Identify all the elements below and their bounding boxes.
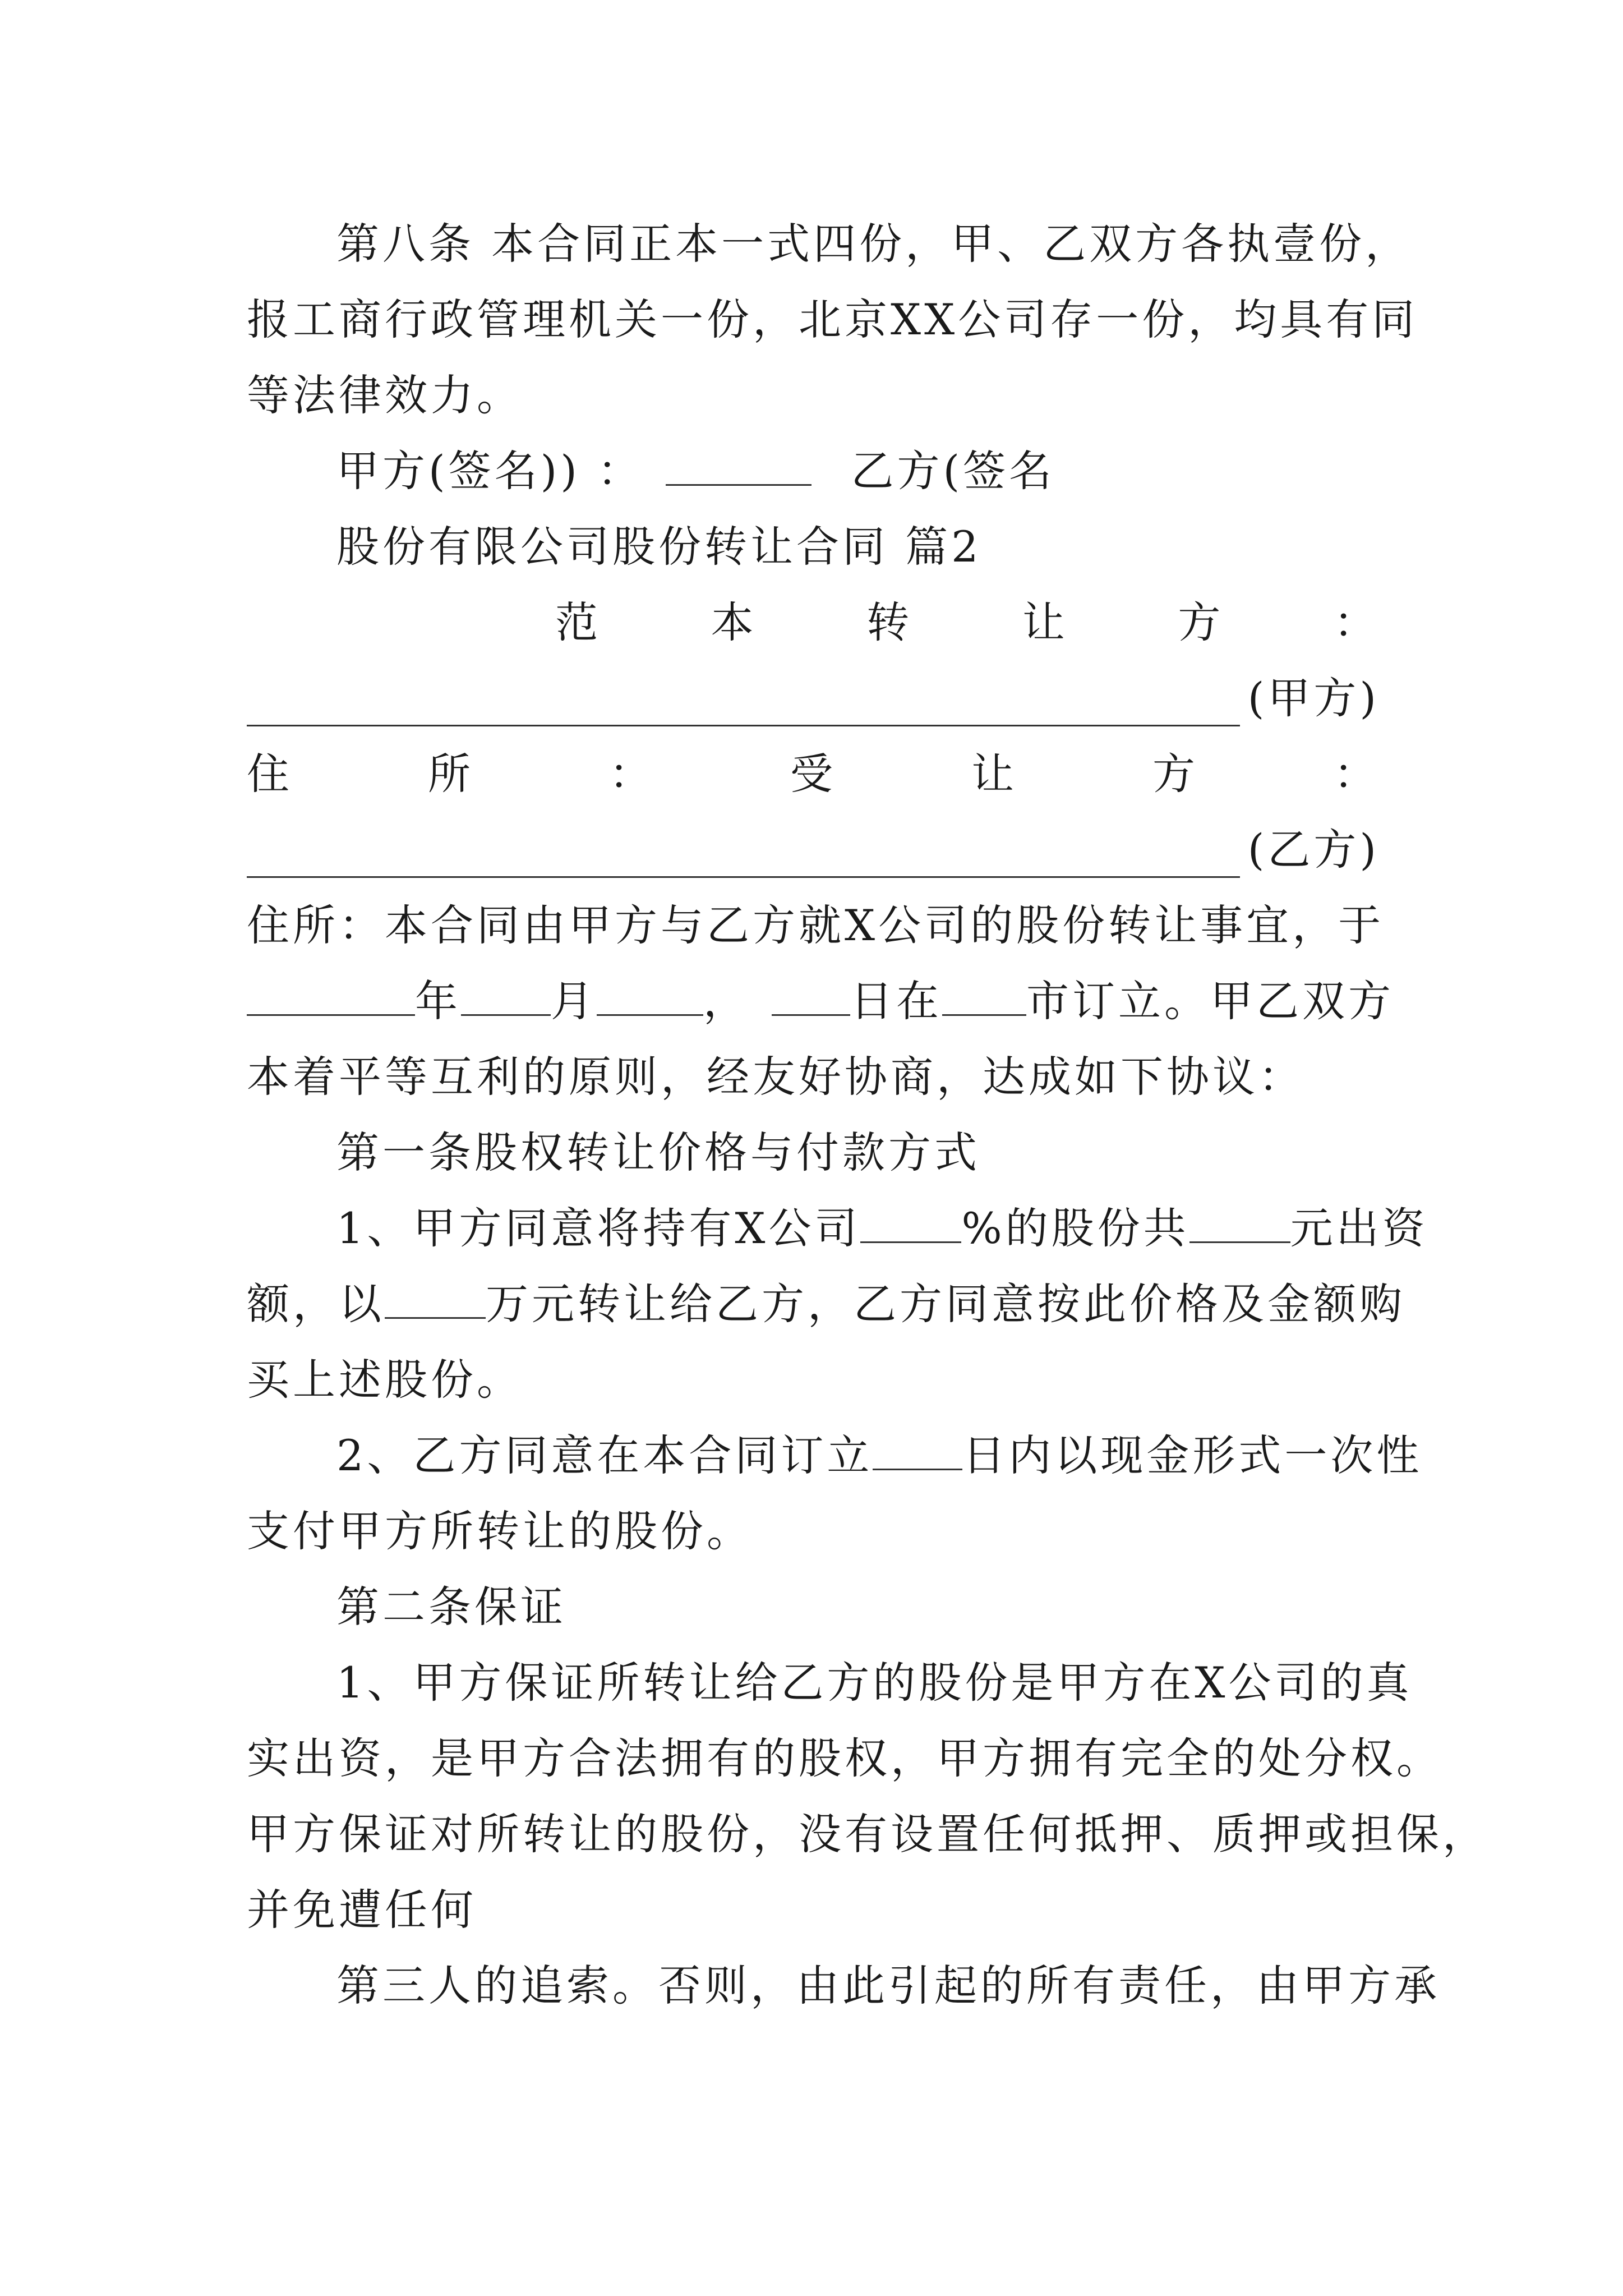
article-1-clause-1-line-3: 买上述股份。 [247,1355,523,1405]
intro-line-3: 本着平等互利的原则，经友好协商，达成如下协议： [247,1052,1304,1102]
clause-text: 2、乙方同意在本合同订立 [336,1430,873,1480]
party-a-signature-blank [666,445,811,486]
party-a-row [247,670,1380,726]
clause-text: 万元转让给乙方，乙方同意按此价格及金额购 [486,1279,1405,1329]
transferor-char: 方 [1178,597,1224,647]
article-8-line-1: 第八条 本合同正本一式四份，甲、乙双方各执壹份， [336,219,1412,269]
article-1-clause-1-line-2 [247,1276,1405,1332]
transferor-char: ： [1333,597,1380,647]
transferor-char: 让 [1022,597,1068,647]
comma: ， [703,976,749,1026]
intro-line-1: 住所：本合同由甲方与乙方就X公司的股份转让事宜，于 [247,900,1385,950]
price-blank [385,1278,486,1319]
clause-text: 1、甲方同意将持有X公司 [336,1203,861,1253]
party-b-name-blank [247,837,1240,878]
article-2-title: 第二条保证 [336,1582,566,1632]
party-b-row [247,822,1380,878]
transferor-char: 转 [866,597,913,647]
transferee-char: ： [1334,749,1380,799]
day-in-label: 日在 [850,976,942,1026]
percent-blank [860,1202,961,1243]
transferor-char: 范 [555,597,601,647]
city-label: 市订立。甲乙双方 [1026,976,1394,1026]
address-transferee-row [247,746,1380,802]
transferee-char: 方 [1152,749,1198,799]
year-label: 年 [415,976,461,1026]
signature-line [336,443,1380,499]
address-char: ： [609,749,655,799]
clause-text: 日内以现金形式一次性 [962,1430,1423,1480]
article-1-title: 第一条股权转让价格与付款方式 [336,1128,980,1177]
city-blank [942,975,1026,1016]
party-a-signature-label: 甲方(签名)) ： [336,446,644,496]
clause-text: 额，以 [247,1279,385,1329]
article-8-line-3: 等法律效力。 [247,370,523,420]
address-char: 所 [428,749,474,799]
party-a-name-blank [247,685,1240,726]
party-a-suffix: (甲方) [1247,673,1380,723]
article-2-clause-1-line-2: 实出资，是甲方合法拥有的股权，甲方拥有完全的处分权。 [247,1733,1442,1783]
article-1-clause-2-line-2: 支付甲方所转让的股份。 [247,1506,753,1556]
party-b-suffix: (乙方) [1247,825,1380,875]
transferee-char: 受 [790,749,836,799]
clause-text: 元出资 [1290,1203,1428,1253]
month-blank [461,975,551,1016]
article-8-line-2: 报工商行政管理机关一份，北京XX公司存一份，均具有同 [247,295,1418,344]
intro-line-2 [247,973,1394,1029]
transferor-row [555,595,1380,651]
transferor-char: 本 [711,597,757,647]
article-2-clause-1-line-1: 1、甲方保证所转让给乙方的股份是甲方在X公司的真 [336,1658,1413,1708]
address-char: 住 [247,749,293,799]
amount-blank [1189,1202,1290,1243]
year-blank [247,975,415,1016]
article-1-clause-1-line-1 [336,1200,1428,1257]
day-blank [597,975,703,1016]
transferee-char: 让 [971,749,1017,799]
place-blank [772,975,850,1016]
article-2-clause-1-line-3: 甲方保证对所转让的股份，没有设置任何抵押、质押或担保， [247,1809,1488,1859]
clause-text: %的股份共 [961,1203,1189,1253]
days-blank [873,1429,962,1470]
article-2-clause-2-line-1: 第三人的追索。否则，由此引起的所有责任，由甲方承 [336,1961,1440,2010]
month-label: 月 [551,976,597,1026]
party-b-signature-label: 乙方(签名 [851,446,1055,496]
article-1-clause-2-line-1 [336,1428,1423,1484]
article-2-clause-1-line-4: 并免遭任何 [247,1885,477,1935]
contract-2-heading: 股份有限公司股份转让合同 篇2 [336,522,982,572]
